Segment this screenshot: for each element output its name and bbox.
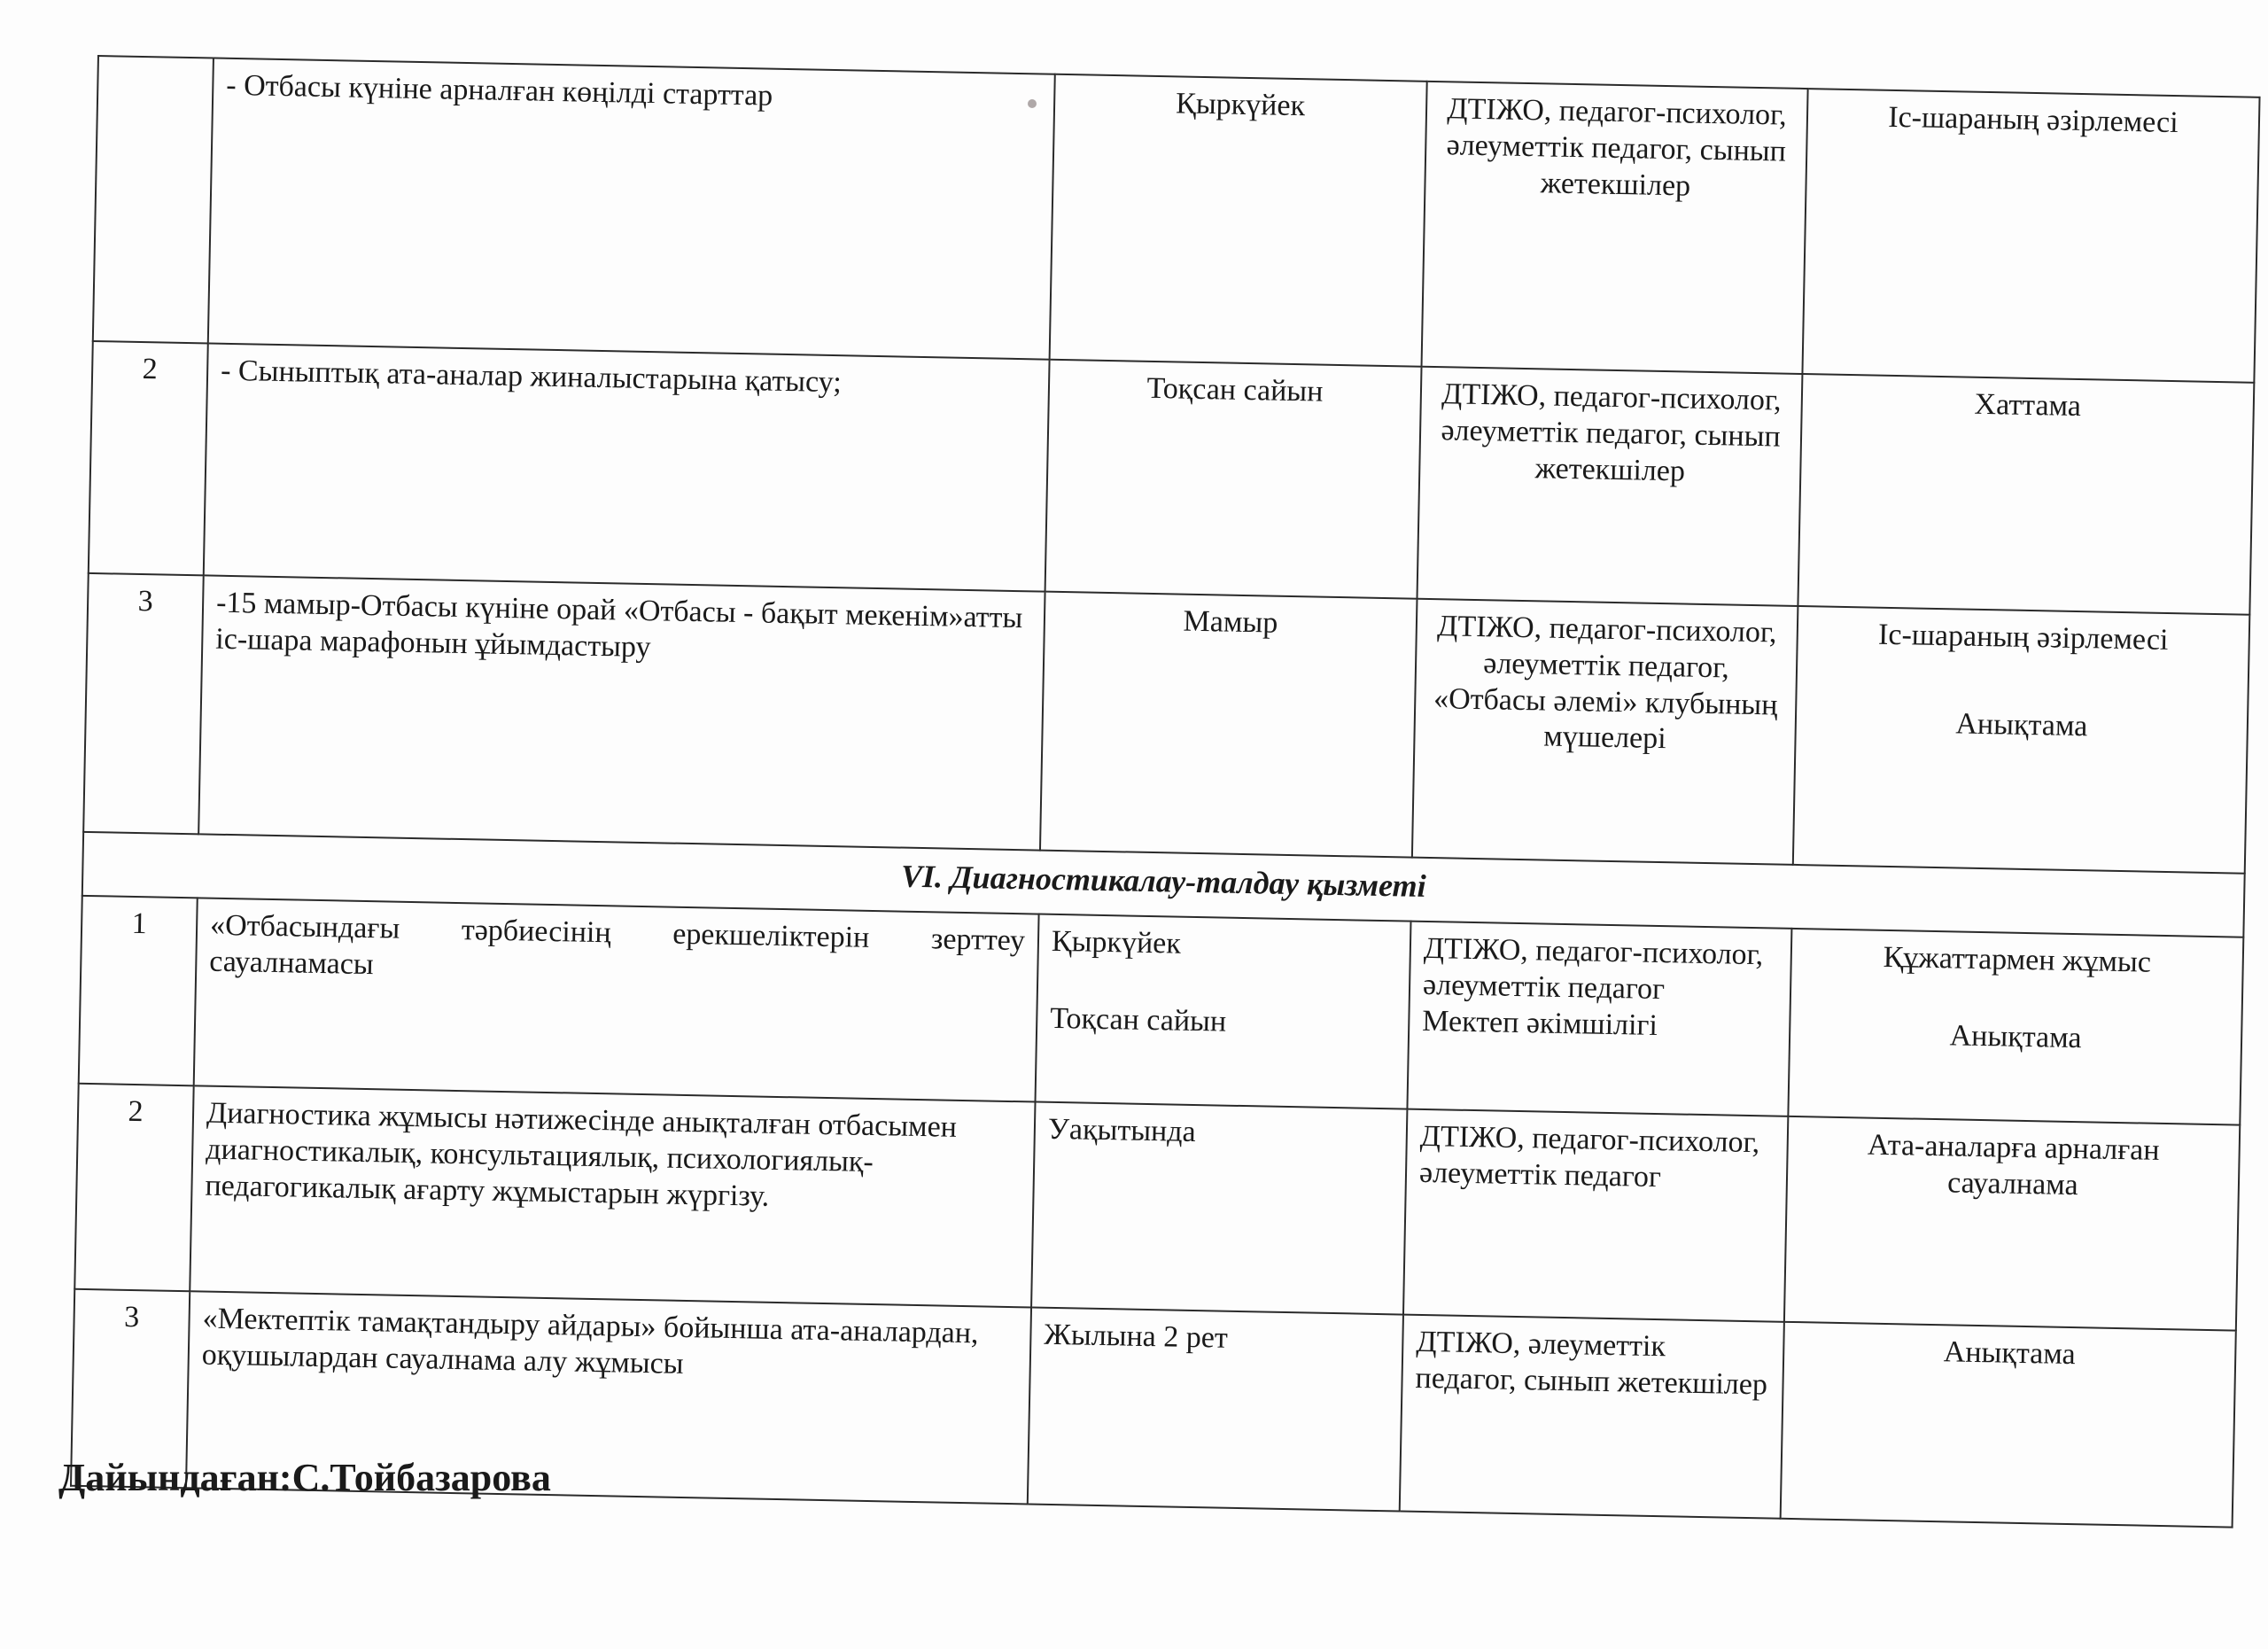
row-responsible: ДТІЖО, педагог-психолог, әлеуметтік педагог (1403, 1109, 1788, 1322)
row-term: Уақытында (1031, 1102, 1407, 1315)
row-responsible: ДТІЖО, педагог-психолог, әлеуметтік педагог, «Отбасы әлемі» клубының мүшелері (1412, 599, 1798, 865)
row-form-cell (1788, 929, 2243, 1125)
row-term: Қыркүйек (1051, 924, 1182, 961)
row-form: Ата-аналарға арналған сауалнама (1784, 1116, 2240, 1331)
row-number (93, 56, 214, 343)
row-number: 3 (71, 1289, 190, 1488)
row-form-cell (1793, 606, 2250, 874)
table-row (89, 341, 2255, 615)
row-task: -15 мамыр-Отбасы күніне орай «Отбасы - бақыт мекенім»атты іс-шара марафонын ұйымдастыру (198, 575, 1045, 850)
row-responsible: ДТІЖО, әлеуметтік педагог, сынып жетекшілер (1400, 1315, 1784, 1519)
row-number: 3 (83, 573, 204, 834)
row-responsible: ДТІЖО, педагог-психолог, әлеуметтік педагог (1422, 931, 1764, 1006)
row-term: Қыркүйек (1050, 74, 1427, 367)
row-task: - Отбасы күніне арналған көңілді старттар (208, 58, 1055, 360)
row-term: Тоқсан сайын (1045, 360, 1422, 599)
row-term: Мамыр (1040, 592, 1418, 858)
row-form: Хаттама (1798, 374, 2254, 615)
row-task: «Мектептік тамақтандыру айдары» бойынша ата-аналардан, оқушылардан сауалнама алу жұмысы (186, 1291, 1031, 1504)
row-term-secondary: Тоқсан сайын (1049, 1001, 1227, 1038)
row-form: Құжаттармен жұмыс (1883, 940, 2152, 979)
plan-table (70, 55, 2261, 1528)
row-term: Жылына 2 рет (1028, 1307, 1403, 1511)
table-row (83, 573, 2249, 874)
row-number: 2 (74, 1084, 193, 1291)
section-title: VI. Диагностикалау-талдау қызметі (82, 832, 2245, 937)
row-responsible-secondary: Мектеп әкімшілігі (1421, 1004, 1658, 1042)
prepared-by-signature: Дайындаған:С.Тойбазарова (58, 1456, 551, 1499)
table-row (74, 1084, 2240, 1331)
row-task: «Отбасындағы тәрбиесінің ерекшеліктерін зерттеу сауалнамасы (194, 898, 1039, 1101)
row-form: Анықтама (1781, 1322, 2236, 1528)
table-row (93, 56, 2260, 383)
row-number: 1 (79, 896, 198, 1085)
row-task: - Сыныптық ата-аналар жиналыстарына қатысу; (204, 343, 1050, 591)
row-term-cell (1036, 914, 1411, 1109)
row-responsible-cell (1407, 922, 1791, 1116)
row-task: Диагностика жұмысы нәтижесінде анықталған отбасымен диагностикалық, консультациялық, психологиялық-педагогикалық ағарту жұмыстарын жүргізу. (190, 1085, 1035, 1307)
row-form: Іс-шараның әзірлемесі (1877, 618, 2169, 657)
row-form-secondary: Анықтама (1955, 707, 2088, 743)
plan-table-sheet (70, 55, 2224, 1528)
row-form-secondary: Анықтама (1949, 1019, 2082, 1054)
row-number: 2 (89, 341, 208, 575)
row-responsible: ДТІЖО, педагог-психолог, әлеуметтік педагог, сынып жетекшілер (1417, 367, 1802, 606)
row-form: Іс-шараның әзірлемесі (1802, 89, 2259, 383)
row-responsible: ДТІЖО, педагог-психолог, әлеуметтік педагог, сынып жетекшілер (1422, 82, 1808, 374)
